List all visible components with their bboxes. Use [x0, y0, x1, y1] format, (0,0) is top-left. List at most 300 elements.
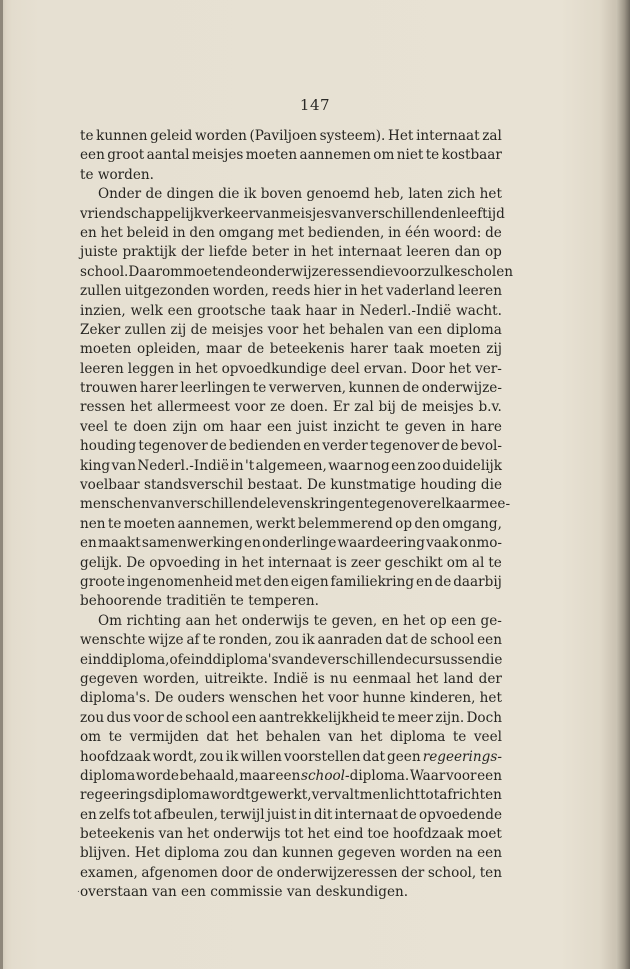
- word: niet: [396, 147, 424, 164]
- word: ik: [225, 748, 239, 765]
- word: zou: [223, 845, 248, 862]
- word: algemeen,: [255, 457, 327, 474]
- word: aan: [185, 612, 211, 629]
- word: hier: [313, 283, 342, 300]
- word: het: [403, 612, 426, 629]
- word: juist: [266, 806, 297, 823]
- word: internaat: [338, 244, 402, 261]
- word: geen: [387, 748, 421, 765]
- word: de: [400, 806, 417, 823]
- word: boven: [260, 186, 303, 203]
- word: b.v.: [478, 399, 502, 416]
- text-line: [80, 844, 502, 863]
- word: inzien,: [80, 302, 126, 319]
- word: scholen: [460, 263, 513, 280]
- word: verschillenden: [355, 205, 457, 222]
- word: het: [215, 612, 238, 629]
- text-line: [80, 205, 505, 224]
- word: een: [266, 418, 292, 435]
- word: het: [416, 670, 439, 687]
- word: Door: [411, 360, 445, 377]
- ink-speck: .: [77, 885, 80, 895]
- word: in: [298, 806, 312, 823]
- word: voor: [445, 767, 477, 784]
- word: al: [471, 554, 485, 571]
- word: van: [111, 457, 136, 474]
- word: het: [448, 360, 472, 377]
- word: door: [221, 864, 253, 881]
- word: de: [400, 399, 418, 416]
- word: die: [372, 263, 394, 280]
- word: te: [113, 418, 128, 435]
- word: een: [231, 709, 257, 726]
- word: die: [480, 477, 502, 494]
- body-text: [80, 127, 513, 903]
- word: een: [275, 767, 301, 784]
- word: hoofdzaak: [392, 826, 464, 843]
- word: in: [172, 224, 186, 241]
- text-line: [80, 418, 502, 437]
- text-line: [80, 127, 502, 146]
- word: zal: [354, 399, 374, 416]
- word: het: [195, 360, 218, 377]
- word: en: [415, 573, 433, 590]
- word: diploma: [164, 845, 220, 862]
- word: wenschte: [80, 632, 146, 649]
- word: ronden,: [218, 632, 273, 649]
- word: in: [344, 283, 358, 300]
- word: internaat: [267, 554, 332, 571]
- word: maakt: [97, 535, 141, 552]
- word: is: [335, 554, 347, 571]
- word: en: [80, 535, 97, 552]
- word: te: [488, 554, 502, 571]
- word: voor: [327, 690, 359, 707]
- word: Daarom: [128, 263, 184, 280]
- word: onderwijs: [213, 826, 281, 843]
- text-line: [80, 243, 502, 262]
- word: zij: [486, 341, 502, 358]
- word: grootsche: [197, 302, 266, 319]
- word: voelbaar: [80, 477, 140, 494]
- word: regeerings-: [422, 748, 502, 765]
- word: systeem).: [319, 128, 386, 144]
- word: het: [130, 399, 153, 416]
- word: ver-: [475, 360, 502, 377]
- text-line: [80, 631, 502, 650]
- text-line: [80, 437, 502, 456]
- word: behaald,: [179, 767, 239, 784]
- word: kunnen: [348, 380, 400, 397]
- text-line: [80, 534, 502, 553]
- text-line: [80, 689, 502, 708]
- word: zou: [275, 632, 300, 649]
- word: licht: [389, 787, 420, 804]
- word: dan: [252, 845, 278, 862]
- word: beter: [252, 244, 289, 261]
- word: ingenomenheid: [126, 573, 234, 590]
- word: in: [388, 224, 402, 241]
- word: in: [341, 302, 355, 319]
- word: een: [477, 632, 502, 649]
- word: een: [181, 884, 206, 901]
- word: afbeulen,: [153, 806, 218, 823]
- word: deel: [330, 360, 360, 377]
- word: wijze: [148, 632, 184, 649]
- text-line: [80, 864, 502, 883]
- word: genoemd: [306, 186, 370, 203]
- word: zou: [199, 748, 224, 765]
- word: de: [410, 632, 428, 649]
- word: eenmaal: [352, 670, 411, 687]
- text-line: [80, 340, 502, 359]
- text-line: [80, 379, 502, 398]
- word: standsverschil: [143, 477, 244, 494]
- word: om: [80, 729, 102, 746]
- word: in: [178, 360, 192, 377]
- word: houding: [80, 438, 137, 455]
- word: de: [247, 341, 265, 358]
- word: een: [391, 457, 416, 474]
- word: tot: [132, 806, 152, 823]
- text-line: [80, 495, 511, 514]
- word: ze: [270, 399, 286, 416]
- word: aanraden: [317, 632, 383, 649]
- word: zullen: [80, 283, 122, 300]
- text-line: [80, 321, 502, 340]
- text-line: [80, 709, 502, 728]
- word: een: [477, 767, 502, 784]
- word: vriendschappelijk: [80, 205, 203, 222]
- word: inzicht: [333, 418, 380, 435]
- word: om: [446, 554, 468, 571]
- word: het: [360, 729, 383, 746]
- word: einddiploma,: [80, 651, 170, 668]
- word: de: [303, 651, 320, 668]
- word: Het: [388, 128, 414, 144]
- word: Onder: [98, 186, 142, 203]
- word: levenskringen: [266, 496, 364, 513]
- word: leeren: [406, 244, 451, 261]
- word: het: [301, 690, 324, 707]
- word: onderwijzeressen: [251, 263, 373, 280]
- word: king: [80, 457, 111, 474]
- word: hoofdzaak: [80, 748, 151, 765]
- word: menschen: [80, 496, 150, 513]
- text-line: [80, 825, 502, 844]
- word: trouwen: [80, 380, 138, 397]
- word: behalen: [265, 729, 321, 746]
- word: duidelijk: [442, 457, 502, 474]
- word: zal: [482, 128, 502, 144]
- word: tegenover: [369, 438, 440, 455]
- word: moeten: [80, 341, 132, 358]
- word: gelijk.: [80, 554, 123, 571]
- text-line: [80, 728, 502, 747]
- word: doen: [133, 418, 167, 435]
- text-line: [80, 748, 502, 767]
- word: op: [429, 612, 447, 629]
- word: in: [293, 244, 307, 261]
- text-line: [80, 457, 502, 476]
- word: die: [218, 186, 240, 203]
- word: het: [311, 244, 334, 261]
- word: de: [441, 438, 459, 455]
- word: gegeven: [80, 670, 138, 687]
- word: bestaat.: [247, 477, 303, 494]
- word: het: [302, 321, 325, 338]
- word: aantrekkelijkheid: [258, 709, 380, 726]
- word: heb,: [374, 186, 404, 203]
- word: wenschen: [228, 690, 298, 707]
- word: tot: [284, 826, 304, 843]
- word: ouders: [177, 690, 225, 707]
- word: willen: [240, 748, 282, 765]
- word: op: [395, 515, 413, 532]
- word: 't: [245, 457, 255, 474]
- word: zijn: [172, 418, 198, 435]
- word: onderwijze-: [421, 380, 502, 397]
- word: nog: [364, 457, 390, 474]
- word: uitgezonden: [124, 283, 210, 300]
- word: met: [235, 573, 262, 590]
- word: cursussen: [411, 651, 482, 668]
- word: haar: [305, 302, 337, 319]
- word: ervan.: [363, 360, 408, 377]
- word: in: [224, 554, 238, 571]
- word: leeftijd: [456, 205, 505, 222]
- word: De: [154, 690, 174, 707]
- page-left-edge: [0, 0, 3, 969]
- word: van: [255, 205, 280, 222]
- text-line: [80, 573, 502, 592]
- word: tot: [420, 787, 440, 804]
- word: te: [381, 709, 396, 726]
- word: bevol-: [460, 438, 502, 455]
- word: allermeest: [157, 399, 230, 416]
- word: commissie: [210, 884, 283, 901]
- word: worden: [399, 845, 452, 862]
- word: moeten: [123, 515, 176, 532]
- word: in: [451, 418, 465, 435]
- word: behalen: [329, 321, 384, 338]
- text-line: [80, 224, 502, 243]
- word: juiste: [80, 244, 118, 261]
- word: geleid: [150, 128, 193, 144]
- text-line: [80, 166, 502, 185]
- word: samenwerking: [141, 535, 243, 552]
- word: zeer: [350, 554, 381, 571]
- word: één: [404, 224, 430, 241]
- word: examen,: [80, 864, 138, 881]
- word: tegenover: [138, 438, 208, 455]
- word: onmo-: [459, 535, 502, 552]
- word: uitreikte.: [204, 670, 268, 687]
- text-line: [80, 185, 502, 204]
- word: te: [80, 128, 94, 144]
- word: op: [484, 244, 502, 261]
- word: onderwijzeressen: [276, 864, 398, 881]
- word: voor: [267, 321, 299, 338]
- word: wordt: [210, 787, 251, 804]
- word: beleid: [126, 224, 169, 241]
- word: een: [417, 321, 443, 338]
- word: van: [158, 826, 184, 843]
- word: voor: [133, 709, 164, 726]
- word: belemmerend: [297, 515, 393, 532]
- word: moeten: [429, 341, 481, 358]
- word: houding: [420, 477, 477, 494]
- word: verschillende: [174, 496, 267, 513]
- word: doen.: [290, 399, 329, 416]
- word: Om: [98, 612, 123, 629]
- word: om: [202, 418, 224, 435]
- word: het: [100, 224, 123, 241]
- word: den: [189, 224, 215, 241]
- word: de: [485, 224, 502, 241]
- word: zulke: [423, 263, 461, 280]
- word: school,: [427, 864, 477, 881]
- word: opvoeding: [149, 554, 221, 571]
- text-line: [80, 592, 502, 611]
- word: mee-: [476, 496, 511, 513]
- word: nu: [330, 670, 348, 687]
- text-line: [80, 398, 502, 417]
- word: internaat: [416, 128, 480, 144]
- word: nen: [80, 515, 106, 532]
- word: groote: [80, 573, 126, 590]
- word: meer: [397, 709, 434, 726]
- text-line: [80, 515, 502, 534]
- word: deskundigen.: [315, 884, 409, 901]
- word: aannemen,: [177, 515, 254, 532]
- word: De: [307, 477, 326, 494]
- word: te: [425, 147, 440, 164]
- word: haar: [229, 418, 262, 435]
- word: kostbaar: [441, 147, 502, 164]
- word: taak: [270, 302, 301, 319]
- word: diploma's.: [80, 690, 151, 707]
- word: taak: [393, 341, 424, 358]
- word: te: [108, 729, 123, 746]
- word: eind: [333, 826, 364, 843]
- word: De: [126, 554, 146, 571]
- word: het: [479, 690, 502, 707]
- word: Indië: [273, 670, 309, 687]
- word: van: [388, 321, 413, 338]
- word: worden.: [97, 166, 154, 183]
- word: groot: [107, 147, 145, 164]
- word: die: [481, 651, 503, 668]
- word: met: [277, 224, 305, 241]
- word: de: [145, 186, 163, 203]
- word: het: [187, 826, 210, 843]
- word: en: [303, 438, 321, 455]
- word: zoo: [417, 457, 441, 474]
- word: zijn.: [435, 709, 465, 726]
- word: opvoedkundige: [221, 360, 327, 377]
- word: zullen: [124, 321, 167, 338]
- text-line: [80, 883, 502, 902]
- word: woord:: [433, 224, 482, 241]
- word: der: [180, 244, 205, 261]
- word: leggen: [127, 360, 175, 377]
- word: dat: [206, 729, 229, 746]
- word: veel: [473, 729, 502, 746]
- word: verkeer: [202, 205, 256, 222]
- word: den: [414, 515, 440, 532]
- word: diploma: [80, 767, 136, 784]
- word: toe: [367, 826, 390, 843]
- word: kinderen,: [409, 690, 476, 707]
- word: school-diploma.: [300, 767, 410, 784]
- word: leerlingen: [180, 380, 251, 397]
- word: kunnen: [96, 128, 148, 144]
- word: ge-: [480, 612, 502, 629]
- word: meisjes: [191, 147, 244, 164]
- word: men: [359, 787, 390, 804]
- word: te: [230, 593, 244, 610]
- word: onderwijs: [241, 612, 310, 629]
- text-line: [80, 282, 502, 301]
- word: africhten: [439, 787, 502, 804]
- word: bij: [378, 399, 396, 416]
- text-line: [80, 767, 502, 786]
- word: en: [80, 806, 97, 823]
- word: vaak: [426, 535, 459, 552]
- word: na: [456, 845, 473, 862]
- word: gewerkt,: [250, 787, 312, 804]
- word: de: [256, 864, 274, 881]
- word: internaat: [334, 806, 398, 823]
- word: leeren: [80, 360, 124, 377]
- word: dus: [106, 709, 131, 726]
- word: te: [385, 418, 399, 435]
- word: beteekenis: [269, 341, 345, 358]
- word: meisjes: [279, 205, 332, 222]
- word: de: [434, 573, 452, 590]
- word: harer: [139, 380, 178, 397]
- word: juist: [297, 418, 328, 435]
- word: van: [149, 496, 175, 513]
- word: vervalt: [311, 787, 360, 804]
- word: praktijk: [122, 244, 177, 261]
- word: bedienden,: [307, 224, 385, 241]
- word: de: [234, 263, 252, 280]
- word: te: [313, 612, 328, 629]
- word: te: [252, 380, 267, 397]
- word: Zeker: [80, 321, 121, 338]
- word: elkaar: [433, 496, 477, 513]
- word: en: [381, 612, 399, 629]
- word: meisjes: [422, 399, 474, 416]
- word: daarbij: [453, 573, 502, 590]
- word: waardeering: [337, 535, 425, 552]
- word: in: [230, 457, 244, 474]
- word: van: [152, 884, 177, 901]
- word: ik: [301, 632, 315, 649]
- word: overstaan: [80, 884, 148, 901]
- word: der: [478, 670, 502, 687]
- word: omgang: [218, 224, 274, 241]
- text-line: [80, 476, 502, 495]
- word: kunnen: [282, 845, 334, 862]
- word: tegenover: [363, 496, 434, 513]
- word: wacht.: [456, 302, 502, 319]
- word: bedienden: [228, 438, 302, 455]
- word: worden,: [143, 670, 200, 687]
- word: zelfs: [98, 806, 131, 823]
